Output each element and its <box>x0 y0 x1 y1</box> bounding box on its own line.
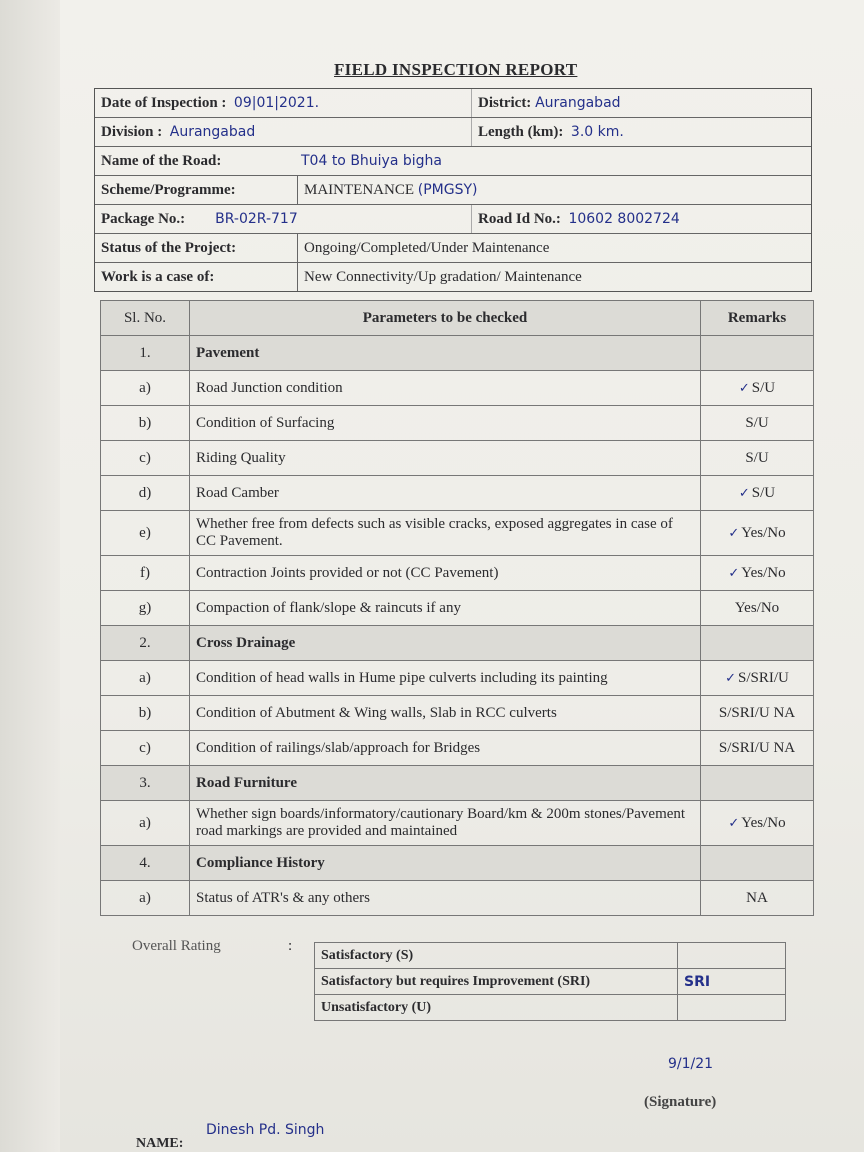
row-remarks <box>701 661 814 696</box>
rating-option-text: Unsatisfactory (U) <box>315 995 678 1021</box>
parameters-table-body <box>101 301 814 916</box>
row-parameter: Riding Quality <box>190 441 701 476</box>
row-remarks <box>701 556 814 591</box>
tick-mark-icon: ✓ <box>728 815 740 831</box>
row-remarks <box>701 511 814 556</box>
road-value: T04 to Bhuiya bigha <box>301 153 442 169</box>
date-value: 09|01|2021. <box>233 95 320 111</box>
row-sl-no: e) <box>101 511 190 556</box>
row-remarks <box>701 731 814 766</box>
roadid-field <box>471 205 686 233</box>
remark-value: S/SRI/U NA <box>718 704 796 721</box>
status-label: Status of the Project: <box>101 239 237 256</box>
row-parameter: Condition of head walls in Hume pipe culverts including its painting <box>190 661 701 696</box>
row-parameter: Road Camber <box>190 476 701 511</box>
row-parameter: Compaction of flank/slope & raincuts if any <box>190 591 701 626</box>
division-field <box>95 118 471 146</box>
row-remarks <box>701 371 814 406</box>
row-sl-no: d) <box>101 476 190 511</box>
table-row <box>101 511 814 556</box>
tick-mark-icon: ✓ <box>725 670 737 686</box>
row-sl-no: 4. <box>101 846 190 881</box>
row-sl-no: b) <box>101 406 190 441</box>
remark-value: S/U <box>751 379 776 396</box>
roadid-value: 10602 8002724 <box>568 211 680 227</box>
header-row-road <box>95 147 811 176</box>
row-sl-no: a) <box>101 661 190 696</box>
row-sl-no: 3. <box>101 766 190 801</box>
remark-value: Yes/No <box>734 599 780 616</box>
tick-mark-icon: ✓ <box>738 380 750 396</box>
row-remarks <box>701 591 814 626</box>
row-sl-no: a) <box>101 881 190 916</box>
row-parameter: Whether sign boards/informatory/cautionary Board/km & 200m stones/Pavement road markings are provided and maintained <box>190 801 701 846</box>
row-sl-no: c) <box>101 441 190 476</box>
row-parameter: Road Furniture <box>190 766 701 801</box>
col-header-sl: Sl. No. <box>101 301 190 336</box>
district-label: District: <box>478 94 532 111</box>
remark-value: S/SRI/U NA <box>718 739 796 756</box>
length-label: Length (km): <box>478 123 564 140</box>
table-row <box>101 661 814 696</box>
row-sl-no: b) <box>101 696 190 731</box>
row-sl-no: g) <box>101 591 190 626</box>
remark-value: S/SRI/U <box>738 669 789 686</box>
rating-option-mark: SRI <box>678 969 786 995</box>
status-value: Ongoing/Completed/Under Maintenance <box>297 234 555 262</box>
row-parameter: Condition of Abutment & Wing walls, Slab in RCC culverts <box>190 696 701 731</box>
district-field <box>471 89 627 117</box>
row-parameter: Contraction Joints provided or not (CC Pavement) <box>190 556 701 591</box>
length-value: 3.0 km. <box>570 124 624 140</box>
parameters-table <box>100 300 814 916</box>
row-remarks <box>701 626 814 661</box>
section-row <box>101 336 814 371</box>
district-value: Aurangabad <box>535 95 621 111</box>
overall-rating-body <box>315 943 786 1021</box>
remark-value: Yes/No <box>741 524 786 541</box>
remark-value: NA <box>746 889 768 906</box>
remark-value: S/U <box>751 484 776 501</box>
table-row <box>101 591 814 626</box>
row-remarks <box>701 476 814 511</box>
date-field <box>95 89 471 117</box>
header-row-date <box>95 89 811 118</box>
rating-option-text: Satisfactory but requires Improvement (SRI) <box>315 969 678 995</box>
table-row <box>101 881 814 916</box>
row-sl-no: a) <box>101 371 190 406</box>
rating-option-mark <box>678 995 786 1021</box>
section-row <box>101 846 814 881</box>
table-row <box>101 801 814 846</box>
row-remarks <box>701 766 814 801</box>
rating-option-text: Satisfactory (S) <box>315 943 678 969</box>
overall-rating-table <box>314 942 786 1021</box>
row-remarks <box>701 846 814 881</box>
table-row <box>101 476 814 511</box>
rating-option-row <box>315 995 786 1021</box>
signature-label: (Signature) <box>644 1094 717 1110</box>
row-sl-no: f) <box>101 556 190 591</box>
row-parameter: Status of ATR's & any others <box>190 881 701 916</box>
section-row <box>101 626 814 661</box>
header-row-division <box>95 118 811 147</box>
row-sl-no: 1. <box>101 336 190 371</box>
table-row <box>101 371 814 406</box>
table-row <box>101 556 814 591</box>
row-remarks <box>701 336 814 371</box>
row-remarks <box>701 441 814 476</box>
header-row-status <box>95 234 811 263</box>
tick-mark-icon: ✓ <box>728 525 740 541</box>
overall-rating-colon: : <box>288 938 293 954</box>
row-parameter: Whether free from defects such as visible cracks, exposed aggregates in case of CC Pavement. <box>190 511 701 556</box>
header-row-package <box>95 205 811 234</box>
case-value: New Connectivity/Up gradation/ Maintenance <box>297 263 588 291</box>
row-parameter: Condition of railings/slab/approach for Bridges <box>190 731 701 766</box>
col-header-remarks: Remarks <box>701 301 814 336</box>
rating-option-row <box>315 969 786 995</box>
header-row-scheme <box>95 176 811 205</box>
scheme-handwritten: (PMGSY) <box>417 182 478 198</box>
signature-mark: 9/1/21 <box>668 1056 714 1072</box>
row-remarks <box>701 881 814 916</box>
row-parameter: Compliance History <box>190 846 701 881</box>
rating-option-row <box>315 943 786 969</box>
remark-value: Yes/No <box>741 814 786 831</box>
row-sl-no: 2. <box>101 626 190 661</box>
row-remarks <box>701 406 814 441</box>
tick-mark-icon: ✓ <box>738 485 750 501</box>
tick-mark-icon: ✓ <box>728 565 740 581</box>
division-label: Division : <box>101 123 163 140</box>
header-row-case <box>95 263 811 291</box>
rating-option-mark <box>678 943 786 969</box>
row-remarks <box>701 801 814 846</box>
package-field <box>95 205 471 233</box>
remark-value: S/U <box>745 414 769 431</box>
scheme-field <box>297 176 483 204</box>
package-value: BR-02R-717 <box>215 211 298 227</box>
section-row <box>101 766 814 801</box>
page-edge-shadow <box>0 0 60 1152</box>
length-field <box>471 118 630 146</box>
page-title: FIELD INSPECTION REPORT <box>334 60 578 79</box>
date-label: Date of Inspection : <box>101 94 227 111</box>
case-label: Work is a case of: <box>101 268 215 285</box>
remark-value: Yes/No <box>741 564 786 581</box>
row-sl-no: a) <box>101 801 190 846</box>
table-row <box>101 406 814 441</box>
overall-rating-label: Overall Rating <box>132 938 221 954</box>
col-header-params: Parameters to be checked <box>190 301 701 336</box>
scheme-value: MAINTENANCE <box>304 181 414 198</box>
scheme-label: Scheme/Programme: <box>101 181 236 198</box>
header-info-box <box>94 88 812 292</box>
row-sl-no: c) <box>101 731 190 766</box>
table-row <box>101 731 814 766</box>
row-remarks <box>701 696 814 731</box>
table-row <box>101 696 814 731</box>
table-header-row <box>101 301 814 336</box>
row-parameter: Cross Drainage <box>190 626 701 661</box>
name-value: Dinesh Pd. Singh <box>206 1122 325 1138</box>
row-parameter: Pavement <box>190 336 701 371</box>
row-parameter: Condition of Surfacing <box>190 406 701 441</box>
remark-value: S/U <box>745 449 769 466</box>
table-row <box>101 441 814 476</box>
division-value: Aurangabad <box>169 124 256 140</box>
road-label: Name of the Road: <box>101 152 222 169</box>
name-label: NAME: <box>136 1136 184 1151</box>
roadid-label: Road Id No.: <box>478 210 561 227</box>
package-label: Package No.: <box>101 210 186 227</box>
row-parameter: Road Junction condition <box>190 371 701 406</box>
